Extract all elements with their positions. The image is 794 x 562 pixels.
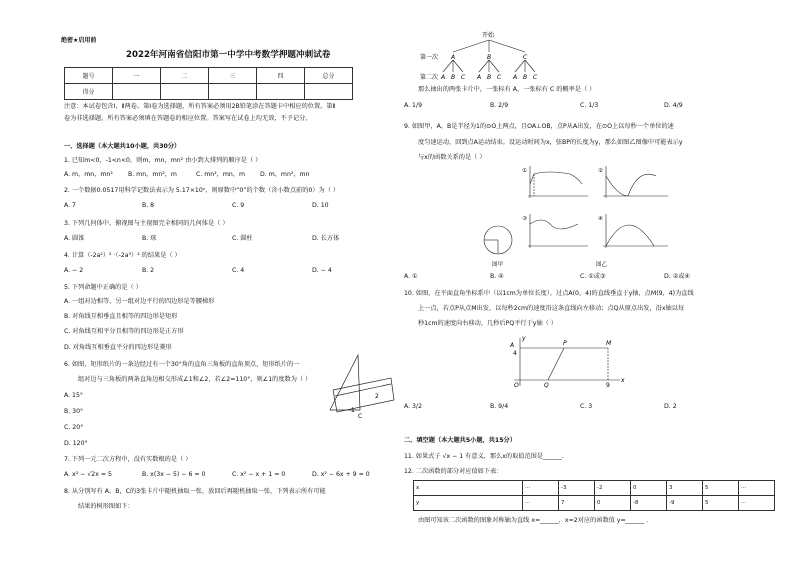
tree-row-label: 第一次: [420, 54, 439, 61]
option[interactable]: D. x² − 6x + 9 = 0: [312, 471, 370, 478]
option[interactable]: C. 对角线互相平分且相等的四边形是正方形: [64, 328, 184, 335]
question-stem: 8. 从分别写有 A，B，C的3张卡片中随机抽取一张，放回后再随机抽取一张，下列表示所有可能: [64, 488, 326, 495]
question-stem: 7. 下列一元二次方程中，没有实数根的是（ ）: [64, 456, 192, 463]
question-stem: 与x的函数关系的是（ ）: [418, 154, 486, 161]
score-cell: 二: [161, 68, 209, 84]
axis-label: y: [522, 335, 526, 342]
question-stem: 1. 已知m<0，-1<n<0，则m，mn，mn² 由小到大排列的顺序是（ ）: [64, 157, 262, 164]
option[interactable]: A. 7: [64, 202, 76, 209]
table-cell: -3: [559, 481, 595, 496]
table-cell: ···: [739, 481, 775, 496]
option[interactable]: D. ②或④: [664, 273, 690, 280]
option[interactable]: B. 9/4: [490, 403, 509, 410]
option[interactable]: D. m，mn²，mn: [260, 171, 310, 178]
option[interactable]: B. x(3x − 5) − 6 = 0: [142, 471, 206, 478]
tree-node: A: [513, 74, 518, 81]
point-label: P: [563, 340, 567, 347]
vertex-label: C: [358, 413, 363, 420]
tree-node: B: [451, 74, 456, 81]
point-label: M: [606, 340, 612, 347]
option[interactable]: B. ④: [490, 273, 504, 280]
tree-node: C: [533, 74, 538, 81]
table-cell: -2: [595, 481, 631, 496]
option[interactable]: D. 4/9: [664, 102, 683, 109]
question-stem: 度匀速运动，回到点A运动结束。设运动时间为x，弦BP的长度为y，那么如图乙图像中可能表示y: [418, 139, 683, 146]
tree-node: B: [487, 74, 492, 81]
option[interactable]: C. ①或③: [580, 273, 606, 280]
q10-figure: [508, 334, 628, 390]
option[interactable]: D. 2: [664, 403, 677, 410]
tree-node: A: [451, 54, 456, 61]
table-cell: -9: [667, 496, 703, 511]
option[interactable]: A. m，mn，mn²: [64, 171, 113, 178]
option[interactable]: C. 3: [580, 403, 593, 410]
angle-label: 1: [351, 407, 355, 414]
table-row: [414, 496, 775, 511]
question-stem: 2. 一个数据0.0517用科学记数法表示为 5.17×10ⁿ，则原数中“0”的个数（含小数点前的0）为（ ）: [64, 187, 340, 194]
q6-figure: [325, 350, 395, 425]
option[interactable]: B. 2: [142, 267, 155, 274]
option[interactable]: A. 一组对边相等，另一组对边平行的四边形是等腰梯形: [64, 298, 215, 305]
q9-figures: [478, 164, 688, 270]
score-cell: 三: [209, 68, 257, 84]
question-stem: 6. 如图，矩形纸片的一条边经过有一个30°角的直角三角板的直角顶点，矩形纸片的一: [64, 361, 300, 368]
score-input-cell[interactable]: [209, 84, 257, 100]
option[interactable]: B. 2/9: [490, 102, 509, 109]
score-input-cell[interactable]: [257, 84, 305, 100]
notice-line: 卷为非选择题，所有答案必须填在答题卷的相应位置。答案写在试卷上均无效，不予记分。: [64, 115, 312, 122]
option[interactable]: C. x² − x + 1 = 0: [232, 471, 286, 478]
table-cell: ···: [523, 496, 559, 511]
table-cell: 5: [703, 496, 739, 511]
question-stem: 上一点，若点P从点M出发，以每秒2cm的速度沿这条直线向左移动；点Q从原点出发，沿x轴以每: [418, 305, 685, 312]
score-input-cell[interactable]: [161, 84, 209, 100]
option[interactable]: A. x² − √2x = 5: [64, 471, 112, 478]
option[interactable]: C. 4: [232, 267, 245, 274]
option[interactable]: D. 120°: [64, 440, 88, 447]
table-cell: 0: [595, 496, 631, 511]
option[interactable]: C. 20°: [64, 424, 84, 431]
option[interactable]: B. 8: [142, 202, 155, 209]
tick-label: 4: [513, 350, 517, 357]
score-cell: 题号: [65, 68, 113, 84]
exam-title: 2022年河南省信阳市第一中学中考数学押题冲刺试卷: [126, 50, 331, 60]
table-cell: y: [414, 496, 523, 511]
option[interactable]: C. 1/3: [580, 102, 599, 109]
tree-node: B: [523, 74, 528, 81]
option[interactable]: A. ①: [404, 273, 418, 280]
score-input-cell[interactable]: [113, 84, 161, 100]
score-cell: 总分: [305, 68, 353, 84]
table-cell: -8: [631, 496, 667, 511]
option[interactable]: C. 圆柱: [232, 235, 253, 242]
option[interactable]: A. 圆锥: [64, 235, 85, 242]
graph-label: ④: [598, 216, 603, 222]
question-stem: 由图可知该二次函数的图象对称轴为直线 x=______，x=2对应的函数值 y=______ .: [418, 517, 649, 524]
score-cell: 四: [257, 68, 305, 84]
tree-node: B: [487, 54, 492, 61]
angle-label: 2: [375, 393, 379, 400]
score-table: [64, 67, 353, 100]
question-stem: 组对边与三角板的两条直角边相交形成∠1和∠2，若∠2=110°，则∠1的度数为（ ）: [78, 376, 312, 383]
tree-root: 开始: [482, 32, 495, 39]
figure-caption: 图甲: [492, 262, 504, 268]
tree-node: C: [461, 74, 466, 81]
table-cell: ···: [739, 496, 775, 511]
option[interactable]: B. mn，mn²，m: [128, 171, 177, 178]
section-heading: 二、填空题（本大题共5小题，共15分）: [404, 437, 516, 444]
table-cell: x: [414, 481, 523, 496]
option[interactable]: B. 球: [142, 235, 157, 242]
tick-label: 9: [606, 382, 610, 389]
notice-line: 注意：本试卷包含Ⅰ、Ⅱ两卷。第Ⅰ卷为选择题，所有答案必须用2B铅笔涂在答题卡中相应的位置。第Ⅱ: [64, 103, 336, 110]
question-stem: 秒1cm的速度向右移动，几秒后PQ平行于y轴（ ）: [418, 320, 557, 327]
question-stem: 5. 下列命题中正确的是（ ）: [64, 284, 142, 291]
secret-mark: 绝密★启用前: [61, 37, 97, 44]
tree-row-label: 第二次: [420, 74, 439, 81]
table-cell: 3: [667, 481, 703, 496]
option[interactable]: A. 3/2: [404, 403, 423, 410]
table-cell: 0: [631, 481, 667, 496]
point-label: Q: [544, 382, 549, 389]
graph-label: ③: [522, 216, 527, 222]
option[interactable]: D. 长方体: [312, 235, 340, 242]
point-label: O: [514, 382, 519, 389]
option[interactable]: D. 10: [312, 202, 329, 209]
question-stem: 4. 计算（-2a²）² ·（-2a³）² 的结果是（ ）: [64, 252, 181, 259]
table-cell: 5: [703, 481, 739, 496]
q8-tree-diagram: [402, 28, 552, 84]
question-stem: 那么抽出的两张卡片中，一张标有 A，一张标有 C 的概率是（ ）: [418, 86, 596, 93]
option[interactable]: D. − 4: [312, 267, 332, 274]
question-stem: 10. 如图，在平面直角坐标系中（以1cm为单位长度），过点A(0，4)的直线垂直于y轴，点M(9，4)为直线: [404, 290, 694, 297]
option[interactable]: C. mn²，mn，m: [196, 171, 246, 178]
score-input-cell[interactable]: [305, 84, 353, 100]
graph-label: ②: [598, 168, 603, 174]
score-cell: 一: [113, 68, 161, 84]
axis-label: x: [621, 377, 625, 384]
option[interactable]: C. 9: [232, 202, 245, 209]
tree-node: A: [477, 74, 482, 81]
graph-label: ①: [522, 168, 527, 174]
tree-node: C: [523, 54, 528, 61]
table-row: [414, 481, 775, 496]
question-stem: 3. 下列几何体中，俯视图与主视图完全相同的几何体是（ ）: [64, 220, 229, 227]
option[interactable]: A. 15°: [64, 392, 84, 399]
q12-value-table: [413, 480, 775, 511]
table-cell: ···: [523, 481, 559, 496]
point-label: A: [510, 342, 515, 349]
option[interactable]: A. − 2: [64, 267, 84, 274]
question-stem: 结果的树形图如下：: [78, 503, 134, 510]
question-stem: 11. 如果式子 √x − 1 有意义，那么x的取值范围是______.: [404, 453, 564, 460]
tree-node: C: [497, 74, 502, 81]
figure-caption: 图乙: [596, 262, 608, 268]
option[interactable]: B. 30°: [64, 408, 84, 415]
score-cell: 得分: [65, 84, 113, 100]
question-stem: 9. 如图甲，A，B是半径为1的⊙O上两点，且OA⊥OB，点P从A出发，在⊙O上以每秒一个单位的速: [404, 123, 674, 130]
option[interactable]: D. 对角线互相垂直平分的四边形是菱形: [64, 344, 172, 351]
question-stem: 12. 二次函数的部分对应值如下表：: [404, 468, 503, 475]
option[interactable]: B. 对角线互相垂直且相等的四边形是矩形: [64, 313, 178, 320]
table-cell: 7: [559, 496, 595, 511]
tree-node: A: [441, 74, 446, 81]
section-heading: 一、选择题（本大题共10小题，共30分）: [64, 143, 181, 150]
option[interactable]: A. 1/9: [404, 102, 423, 109]
